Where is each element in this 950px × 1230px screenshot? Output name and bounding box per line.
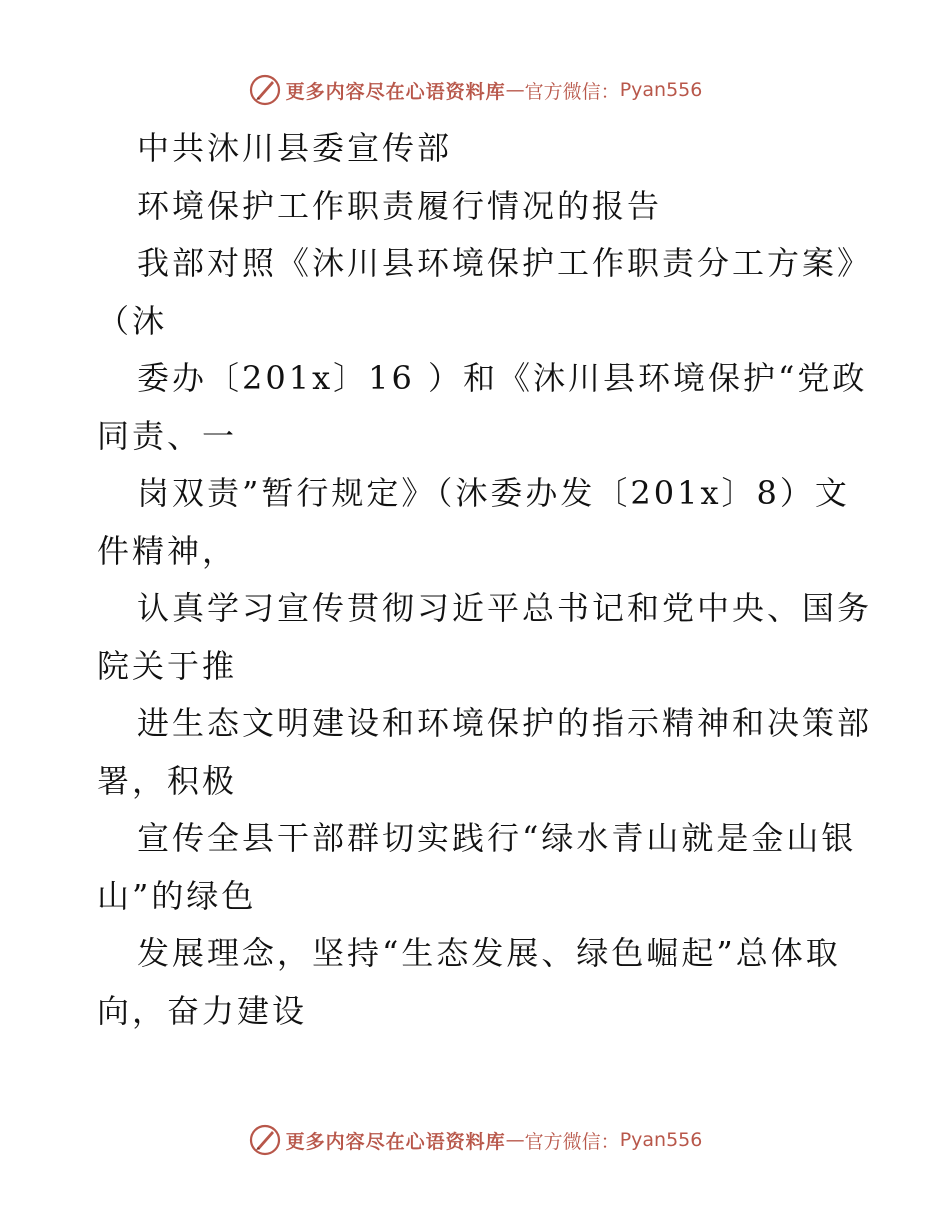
quill-logo-icon (248, 73, 282, 107)
footer-banner (0, 1120, 950, 1160)
document-body (97, 120, 873, 1040)
banner-brand: 更多内容尽在心语资料库 (285, 1130, 506, 1153)
document-line: 认真学习宣传贯彻习近平总书记和党中央、国务 (137, 589, 873, 627)
document-line: 同责、一 (97, 416, 238, 455)
document-line: 署，积极 (97, 761, 238, 800)
quill-logo-icon (248, 1123, 282, 1157)
banner-brand: 更多内容尽在心语资料库 (285, 80, 506, 103)
document-line: 进生态文明建设和环境保护的指示精神和决策部 (137, 704, 873, 742)
document-line: 中共沐川县委宣传部 (137, 129, 453, 167)
banner-wechat-id: Pyan556 (619, 79, 703, 101)
banner-wechat-id: Pyan556 (619, 1129, 703, 1151)
banner-wechat-label: 官方微信： (524, 1130, 620, 1153)
banner-wechat-label: 官方微信： (524, 80, 620, 103)
document-line: 环境保护工作职责履行情况的报告 (137, 186, 663, 225)
document-line: 件精神， (97, 531, 238, 570)
banner-separator: — (505, 79, 525, 101)
document-line: 宣传全县干部群切实践行“绿水青山就是金山银 (137, 819, 857, 857)
document-line: 院关于推 (97, 646, 238, 685)
document-line: （沐 (97, 301, 168, 340)
banner-separator: — (505, 1129, 525, 1151)
document-line: 向，奋力建设 (97, 991, 308, 1030)
document-line: 岗双责”暂行规定》（沐委办发〔201x〕8）文 (137, 474, 850, 512)
document-line: 委办〔201x〕16 ）和《沐川县环境保护“党政 (137, 359, 868, 397)
document-line: 我部对照《沐川县环境保护工作职责分工方案》 (137, 244, 873, 282)
document-line: 发展理念，坚持“生态发展、绿色崛起”总体取 (137, 934, 841, 972)
header-banner (0, 70, 950, 110)
document-line: 山”的绿色 (97, 876, 257, 915)
